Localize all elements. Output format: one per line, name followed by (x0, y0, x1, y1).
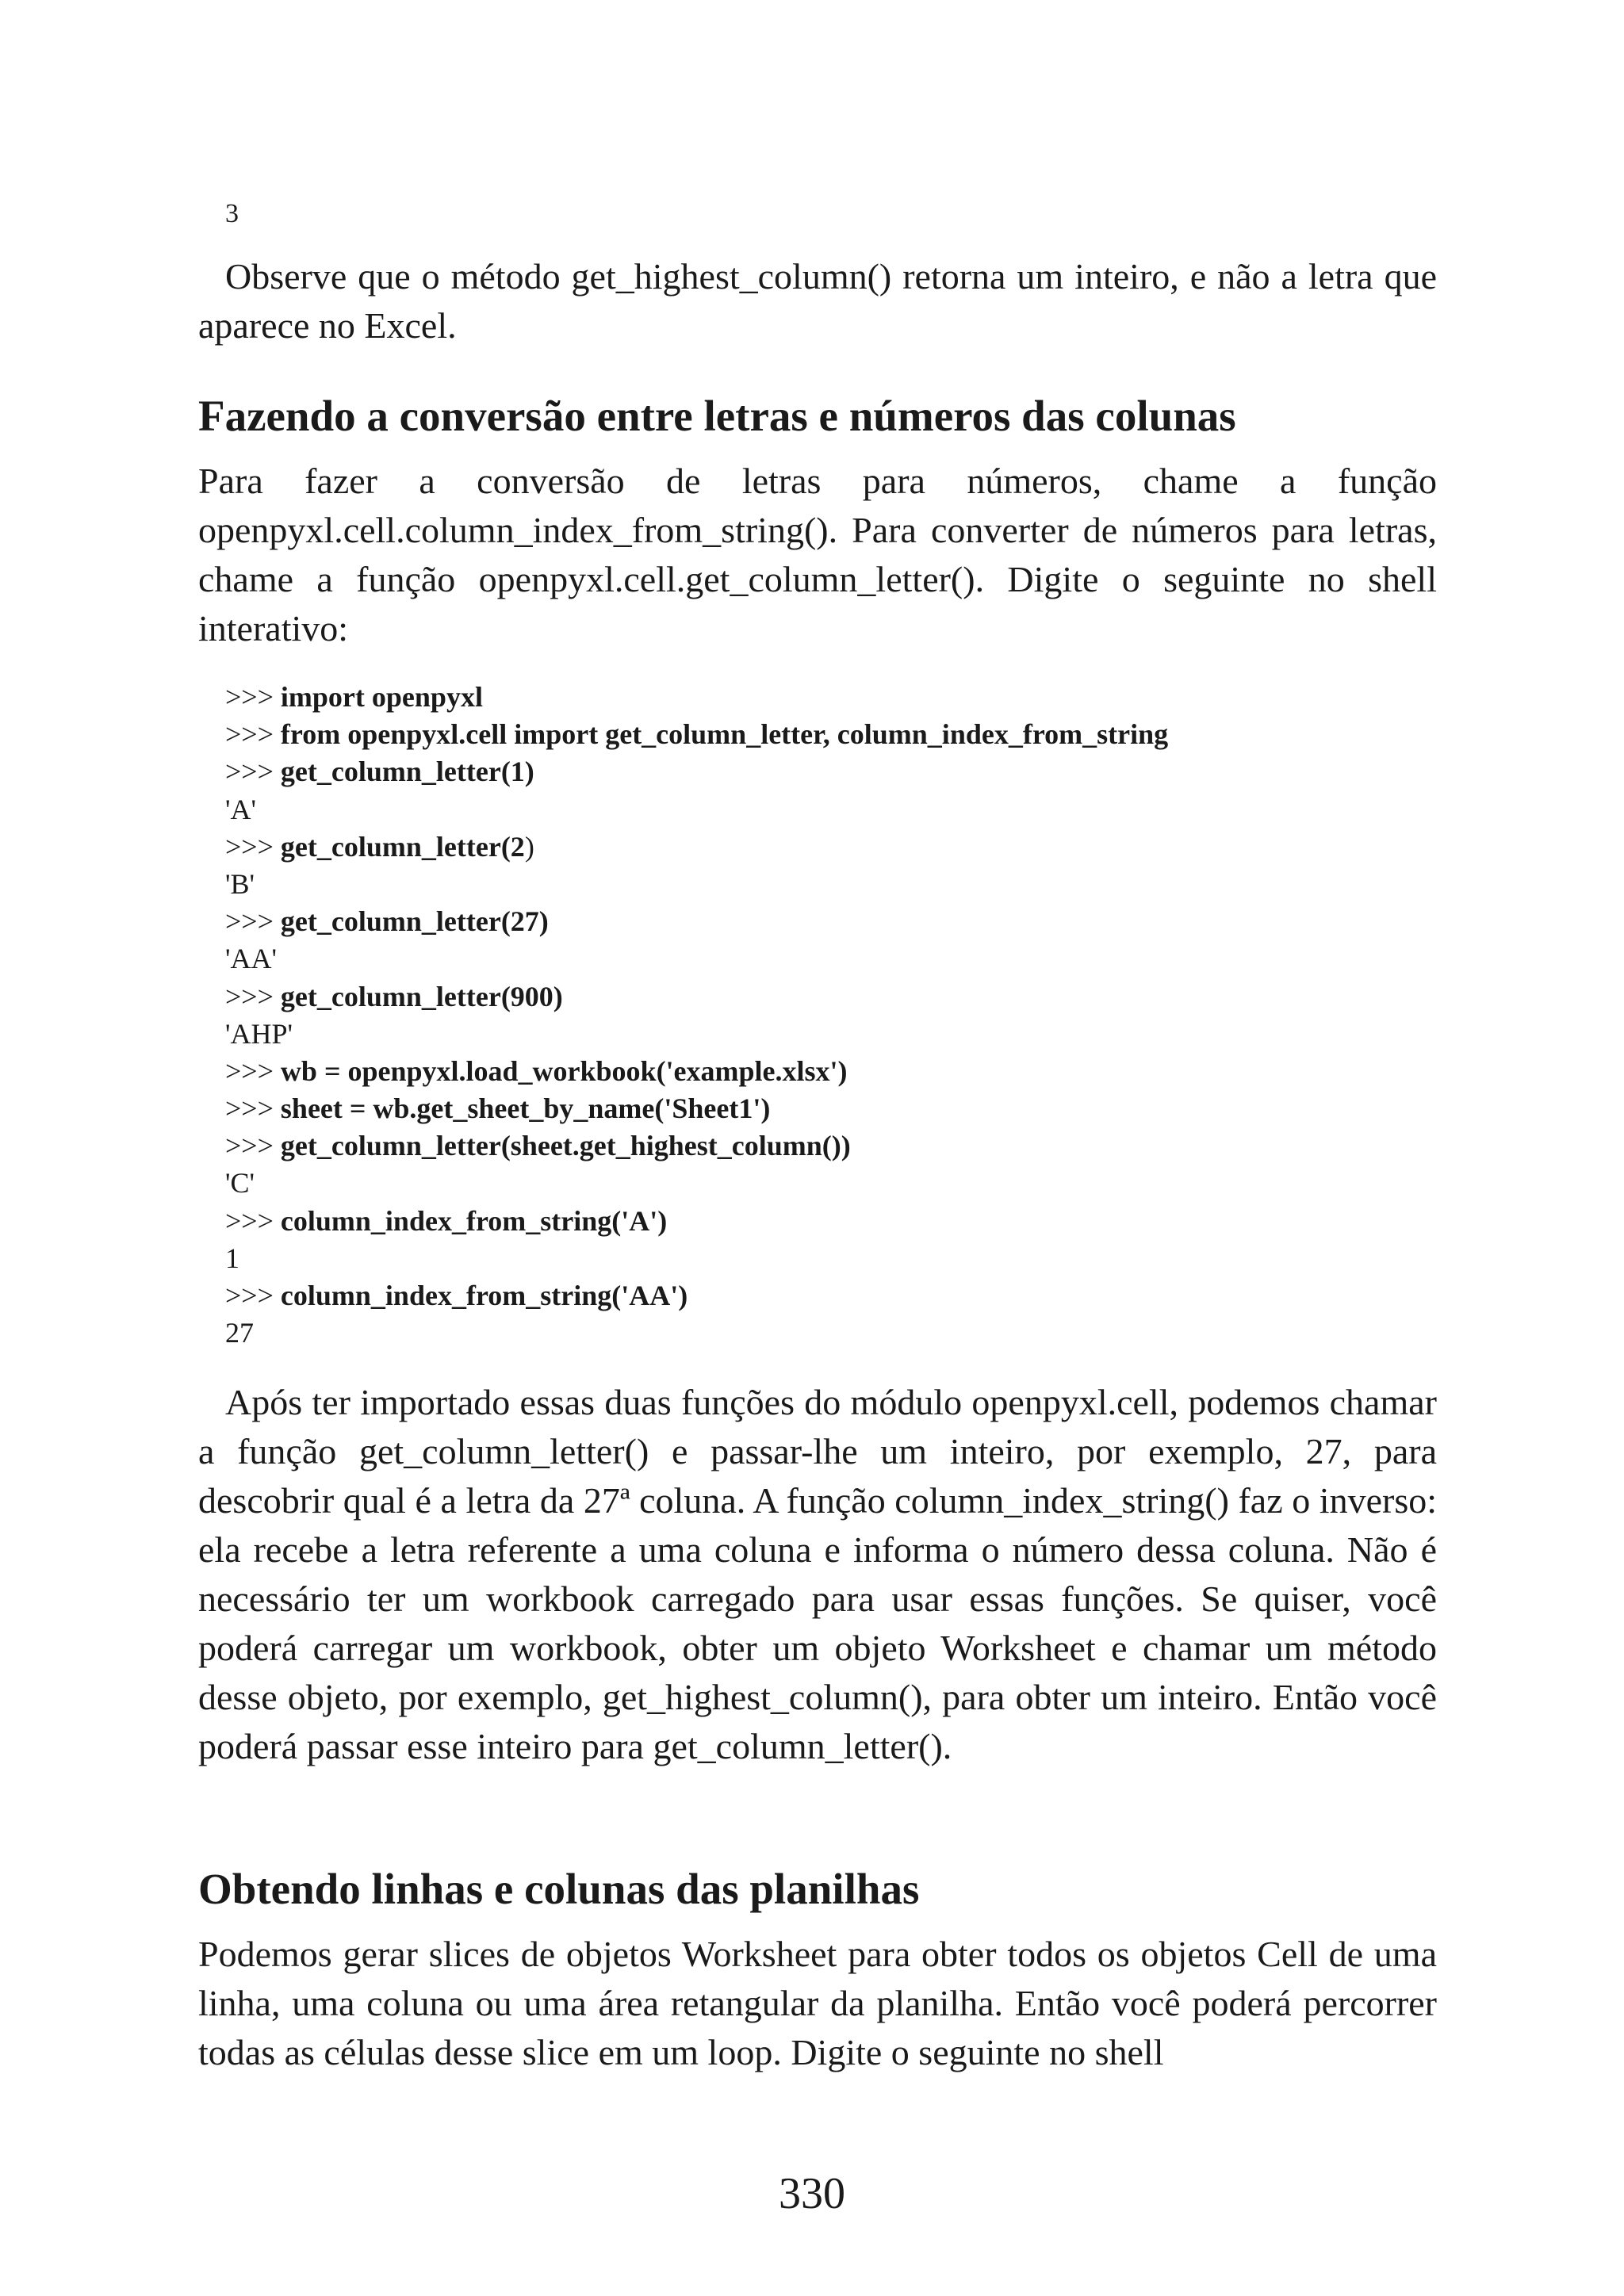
shell-prompt: >>> (225, 1204, 281, 1237)
shell-prompt: >>> (225, 756, 281, 788)
shell-command: get_column_letter(2 (280, 830, 525, 863)
shell-command: get_column_letter(900) (280, 980, 563, 1012)
paragraph-get-highest-column-note: Observe que o método get_highest_column() retorna um inteiro, e não a letra que aparece no Excel. (198, 256, 1437, 346)
page-number: 330 (779, 2169, 845, 2218)
paragraph-slices-intro: Podemos gerar slices de objetos Worksheet para obter todos os objetos Cell de uma linha, uma coluna ou uma área retangular da planilha. Então você poderá percorrer todas as células desse slice em um loop. Digite o seguinte no shell (198, 1934, 1437, 2072)
shell-prompt: >>> (225, 980, 281, 1012)
code-line (225, 828, 1431, 866)
code-line (225, 940, 1431, 978)
shell-command: get_column_letter(sheet.get_highest_column()) (280, 1130, 851, 1162)
paragraph-conversion-explanation: Após ter importado essas duas funções do módulo openpyxl.cell, podemos chamar a função get_column_letter() e passar-lhe um inteiro, por exemplo, 27, para descobrir qual é a letra da 27ª coluna. A função column_index_string() faz o inverso: ela recebe a letra referente a uma coluna e informa o número dessa coluna. Não é necessário ter um workbook carregado para usar essas funções. Se quiser, você poderá carregar um workbook, obter um objeto Worksheet e chamar um método desse objeto, por exemplo, get_highest_column(), para obter um inteiro. Então você poderá passar esse inteiro para get_column_letter(). (198, 1382, 1437, 1766)
code-line (225, 753, 1431, 790)
shell-command: import openpyxl (280, 681, 483, 713)
code-line (225, 1240, 1431, 1277)
shell-command: column_index_from_string('AA') (280, 1280, 688, 1311)
paragraph-conversion-intro: Para fazer a conversão de letras para números, chame a função openpyxl.cell.column_index_from_string(). Para converter de números para letras, chame a função openpyxl.cell.get_column_letter(). Digite o seguinte no shell interativo: (198, 461, 1437, 649)
shell-output: 27 (225, 1317, 254, 1349)
code-line (225, 1314, 1431, 1352)
code-line (225, 866, 1431, 903)
shell-command: get_column_letter(27) (280, 905, 549, 938)
code-line (225, 1090, 1431, 1127)
code-line (225, 978, 1431, 1016)
shell-output: 'B' (225, 867, 255, 900)
shell-prompt: >>> (225, 718, 281, 751)
shell-command: column_index_from_string('A') (280, 1204, 668, 1237)
code-line (225, 1053, 1431, 1090)
code-line (225, 1203, 1431, 1240)
shell-prompt: >>> (225, 1054, 281, 1087)
code-line (225, 679, 1431, 716)
shell-output: 'AA' (225, 943, 277, 975)
code-line (225, 791, 1431, 828)
shell-output: 'A' (225, 793, 256, 825)
code-line (225, 716, 1431, 753)
shell-output: 'C' (225, 1167, 255, 1200)
shell-output: ) (524, 830, 534, 863)
code-line (225, 903, 1431, 940)
code-output-number: 3 (225, 199, 239, 228)
shell-prompt: >>> (225, 830, 281, 863)
shell-command: sheet = wb.get_sheet_by_name('Sheet1') (280, 1093, 771, 1125)
section-heading-rows-columns: Obtendo linhas e colunas das planilhas (198, 1865, 920, 1913)
shell-command: get_column_letter(1) (280, 756, 534, 788)
interactive-shell-code-block (225, 679, 1431, 1352)
shell-prompt: >>> (225, 1093, 281, 1125)
shell-prompt: >>> (225, 1280, 281, 1311)
shell-output: 'AHP' (225, 1017, 293, 1050)
shell-prompt: >>> (225, 1130, 281, 1162)
shell-command: wb = openpyxl.load_workbook('example.xlsx') (280, 1054, 848, 1087)
shell-output: 1 (225, 1242, 239, 1274)
code-line (225, 1165, 1431, 1202)
code-line (225, 1277, 1431, 1314)
shell-prompt: >>> (225, 905, 281, 938)
section-heading-column-conversion: Fazendo a conversão entre letras e números das colunas (198, 392, 1236, 440)
shell-command: from openpyxl.cell import get_column_letter, column_index_from_string (280, 718, 1169, 751)
code-line (225, 1016, 1431, 1053)
shell-prompt: >>> (225, 681, 281, 713)
code-line (225, 1127, 1431, 1165)
